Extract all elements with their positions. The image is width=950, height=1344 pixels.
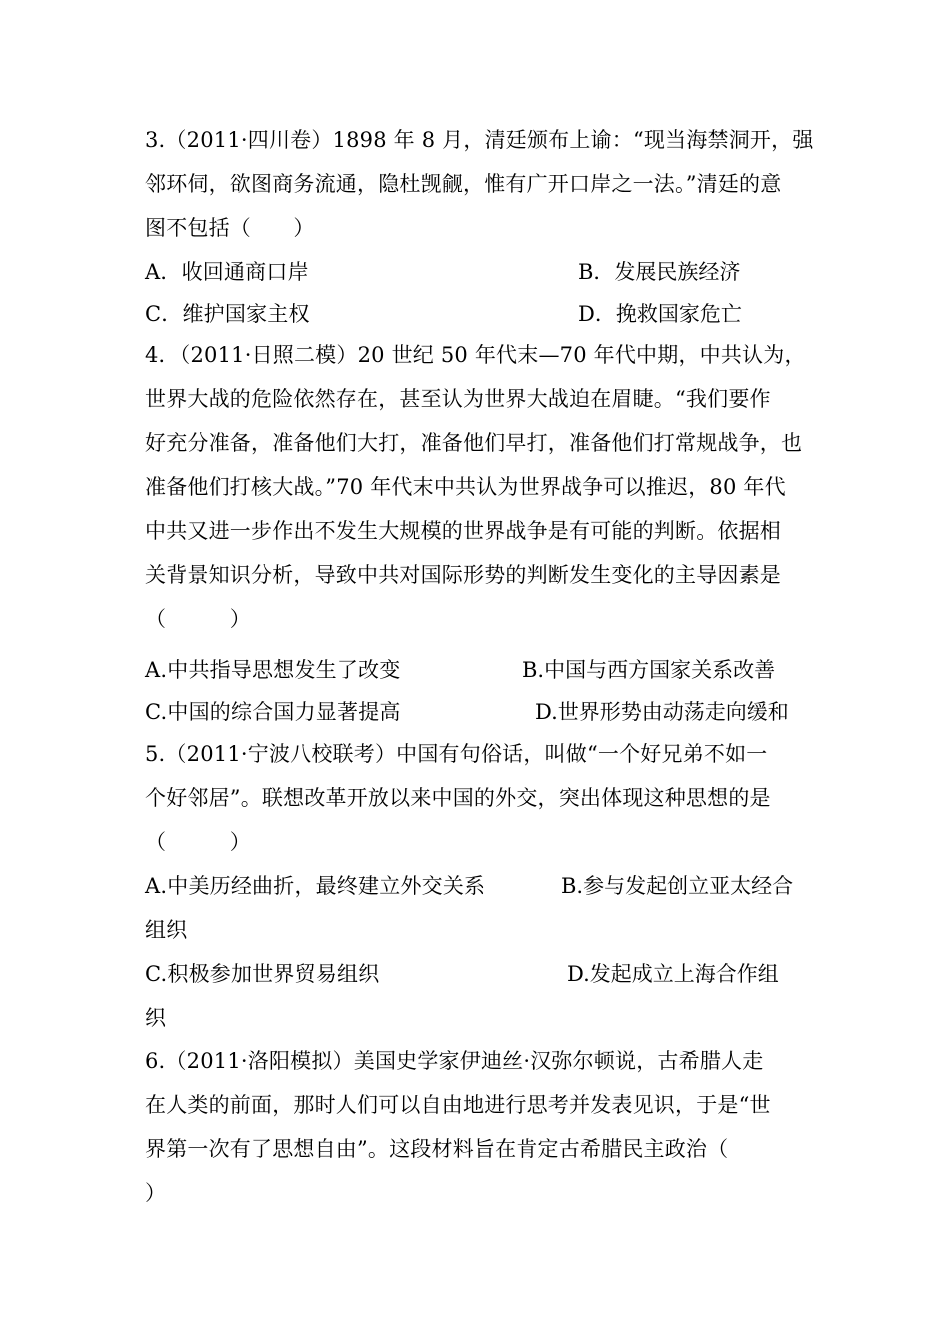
question-4-line-2: 世界大战的危险依然存在，甚至认为世界大战迫在眉睫。“我们要作 <box>145 387 771 411</box>
question-4-option-c: C.中国的综合国力显著提高 <box>145 700 401 724</box>
question-5-option-b: B.参与发起创立亚太经合 <box>561 874 794 898</box>
question-4-option-d: D.世界形势由动荡走向缓和 <box>535 700 789 724</box>
question-5-line-1: 5.（2011·宁波八校联考）中国有句俗话，叫做“一个好兄弟不如一 <box>145 742 768 766</box>
question-3-option-c: C．维护国家主权 <box>145 302 310 326</box>
question-3-line-3: 图不包括（ ） <box>145 216 315 240</box>
question-5-line-2: 个好邻居”。联想改革开放以来中国的外交，突出体现这种思想的是 <box>145 786 771 810</box>
question-4-line-6: 关背景知识分析，导致中共对国际形势的判断发生变化的主导因素是 <box>145 563 781 587</box>
question-4-line-3: 好充分准备，准备他们大打，准备他们早打，准备他们打常规战争，也 <box>145 431 803 455</box>
question-3-option-b: B．发展民族经济 <box>578 260 741 284</box>
question-6-line-4: ） <box>145 1181 167 1205</box>
question-5-option-d-cont: 织 <box>145 1006 167 1030</box>
question-4-line-4: 准备他们打核大战。”70 年代末中共认为世界战争可以推迟，80 年代 <box>145 475 786 499</box>
question-3-option-d: D．挽救国家危亡 <box>578 302 742 326</box>
question-4-option-b: B.中国与西方国家关系改善 <box>522 658 776 682</box>
question-3-option-a: A．收回通商口岸 <box>145 260 309 284</box>
question-5-line-3: （ ） <box>145 830 251 854</box>
question-6-line-2: 在人类的前面，那时人们可以自由地进行思考并发表见识，于是“世 <box>145 1093 771 1117</box>
question-5-option-b-cont: 组织 <box>145 918 188 942</box>
question-6-line-3: 界第一次有了思想自由”。这段材料旨在肯定古希腊民主政治（ <box>145 1137 729 1161</box>
question-5-option-c: C.积极参加世界贸易组织 <box>145 962 380 986</box>
question-4-option-a: A.中共指导思想发生了改变 <box>145 658 401 682</box>
question-4-line-7: （ ） <box>145 607 251 631</box>
question-3-line-1: 3.（2011·四川卷）1898 年 8 月，清廷颁布上谕：“现当海禁洞开，强 <box>145 128 814 152</box>
question-4-line-1: 4．（2011·日照二模）20 世纪 50 年代末—70 年代中期，中共认为， <box>145 343 806 367</box>
question-5-option-d: D.发起成立上海合作组 <box>567 962 779 986</box>
question-4-line-5: 中共又进一步作出不发生大规模的世界战争是有可能的判断。依据相 <box>145 519 781 543</box>
question-5-option-a: A.中美历经曲折，最终建立外交关系 <box>145 874 486 898</box>
question-6-line-1: 6.（2011·洛阳模拟）美国史学家伊迪丝·汉弥尔顿说，古希腊人走 <box>145 1049 764 1073</box>
question-3-line-2: 邻环伺，欲图商务流通，隐杜觊觎，惟有广开口岸之一法。”清廷的意 <box>145 172 782 196</box>
